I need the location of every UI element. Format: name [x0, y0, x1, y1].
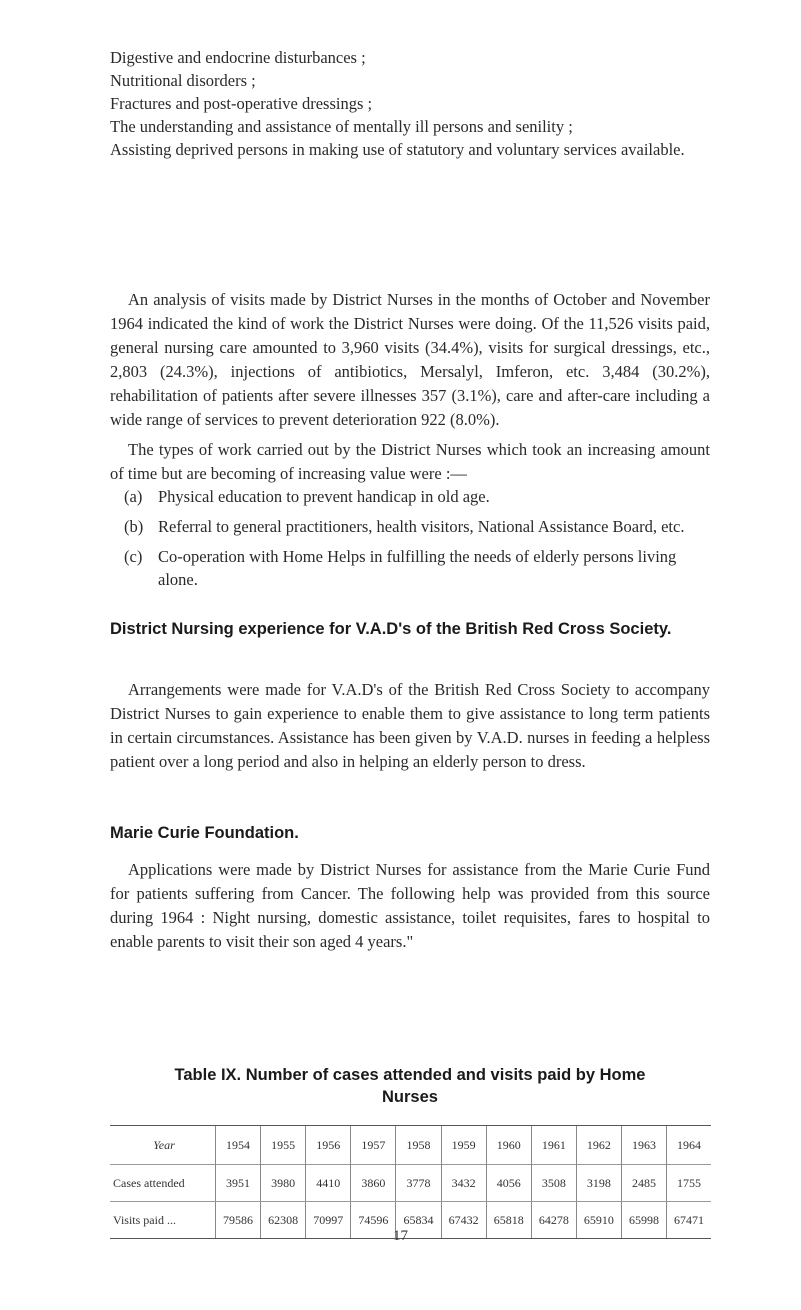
visits-cell: 67432 — [441, 1202, 486, 1239]
year-cell: 1964 — [667, 1126, 711, 1165]
year-cell: 1959 — [441, 1126, 486, 1165]
visits-cell: 74596 — [351, 1202, 396, 1239]
work-types-list — [110, 485, 710, 598]
cases-label: Cases attended — [110, 1165, 216, 1202]
visits-label: Visits paid ... — [110, 1202, 216, 1239]
cases-cell: 1755 — [667, 1165, 711, 1202]
vad-heading: District Nursing experience for V.A.D's of the British Red Cross Society. — [110, 620, 672, 638]
visits-cell: 70997 — [306, 1202, 351, 1239]
item-label: (c) — [124, 547, 143, 566]
table-title-line: Nurses — [382, 1088, 438, 1106]
year-cell: 1963 — [621, 1126, 666, 1165]
home-nurses-table — [110, 1125, 711, 1239]
year-label: Year — [110, 1126, 216, 1165]
table-row — [110, 1165, 711, 1202]
conditions-list — [110, 46, 710, 161]
table-header-row — [110, 1126, 711, 1165]
year-cell: 1961 — [531, 1126, 576, 1165]
visits-cell: 79586 — [216, 1202, 261, 1239]
year-cell: 1955 — [261, 1126, 306, 1165]
year-cell: 1954 — [216, 1126, 261, 1165]
table-title-line: Table IX. Number of cases attended and visits paid by Home — [174, 1066, 646, 1084]
item-label: (b) — [124, 517, 144, 536]
list-item — [110, 545, 710, 591]
list-item: Digestive and endocrine disturbances ; — [110, 48, 366, 67]
cases-cell: 4056 — [486, 1165, 531, 1202]
analysis-paragraph: An analysis of visits made by District Nurses in the months of October and November 1964 indicated the kind of work the District Nurses were doing. Of the 11,526 visits paid, general nursing care amounted to 3,960 visits (34.4%), visits for surgical dressings, etc., 2,803 (24.3%), injections of antibiotics, Mersalyl, Imferon, etc. 3,484 (30.2%), rehabilitation of patients after severe illnesses 357 (3.1%), care and after-care including a wide range of services to prevent deterioration 922 (8.0%). — [110, 290, 710, 429]
visits-cell: 65818 — [486, 1202, 531, 1239]
list-item — [110, 515, 710, 538]
cases-cell: 3778 — [396, 1165, 441, 1202]
list-item: Assisting deprived persons in making use of statutory and voluntary services available. — [110, 140, 685, 159]
curie-heading: Marie Curie Foundation. — [110, 824, 299, 842]
visits-cell: 62308 — [261, 1202, 306, 1239]
cases-cell: 4410 — [306, 1165, 351, 1202]
item-label: (a) — [124, 487, 143, 506]
item-text: Physical education to prevent handicap in old age. — [158, 487, 490, 506]
cases-cell: 3951 — [216, 1165, 261, 1202]
visits-cell: 65998 — [621, 1202, 666, 1239]
year-cell: 1958 — [396, 1126, 441, 1165]
visits-cell: 64278 — [531, 1202, 576, 1239]
cases-cell: 3432 — [441, 1165, 486, 1202]
cases-cell: 3198 — [576, 1165, 621, 1202]
cases-cell: 3860 — [351, 1165, 396, 1202]
visits-cell: 65834 — [396, 1202, 441, 1239]
cases-cell: 2485 — [621, 1165, 666, 1202]
visits-cell: 65910 — [576, 1202, 621, 1239]
cases-cell: 3508 — [531, 1165, 576, 1202]
work-types-intro: The types of work carried out by the District Nurses which took an increasing amount of time but are becoming of increasing value were :— — [110, 440, 710, 483]
table-title — [110, 1064, 710, 1108]
cases-cell: 3980 — [261, 1165, 306, 1202]
list-item — [110, 485, 710, 508]
year-cell: 1957 — [351, 1126, 396, 1165]
visits-cell: 67471 — [667, 1202, 711, 1239]
list-item: Nutritional disorders ; — [110, 71, 256, 90]
year-cell: 1962 — [576, 1126, 621, 1165]
item-text: Co-operation with Home Helps in fulfilling the needs of elderly persons living alone. — [158, 547, 677, 589]
list-item: The understanding and assistance of mentally ill persons and senility ; — [110, 117, 573, 136]
vad-paragraph: Arrangements were made for V.A.D's of the British Red Cross Society to accompany District Nurses to gain experience to enable them to give assistance to long term patients in certain circumstances. Assistance has been given by V.A.D. nurses in feeding a helpless patient over a long period and also in helping an elderly person to dress. — [110, 680, 710, 771]
list-item: Fractures and post-operative dressings ; — [110, 94, 373, 113]
item-text: Referral to general practitioners, health visitors, National Assistance Board, etc. — [158, 517, 685, 536]
year-cell: 1960 — [486, 1126, 531, 1165]
curie-paragraph: Applications were made by District Nurses for assistance from the Marie Curie Fund for patients suffering from Cancer. The following help was provided from this source during 1964 : Night nursing, domestic assistance, toilet requisites, fares to hospital to enable parents to visit their son aged 4 years." — [110, 860, 710, 951]
year-cell: 1956 — [306, 1126, 351, 1165]
page-number: 17 — [393, 1228, 408, 1244]
